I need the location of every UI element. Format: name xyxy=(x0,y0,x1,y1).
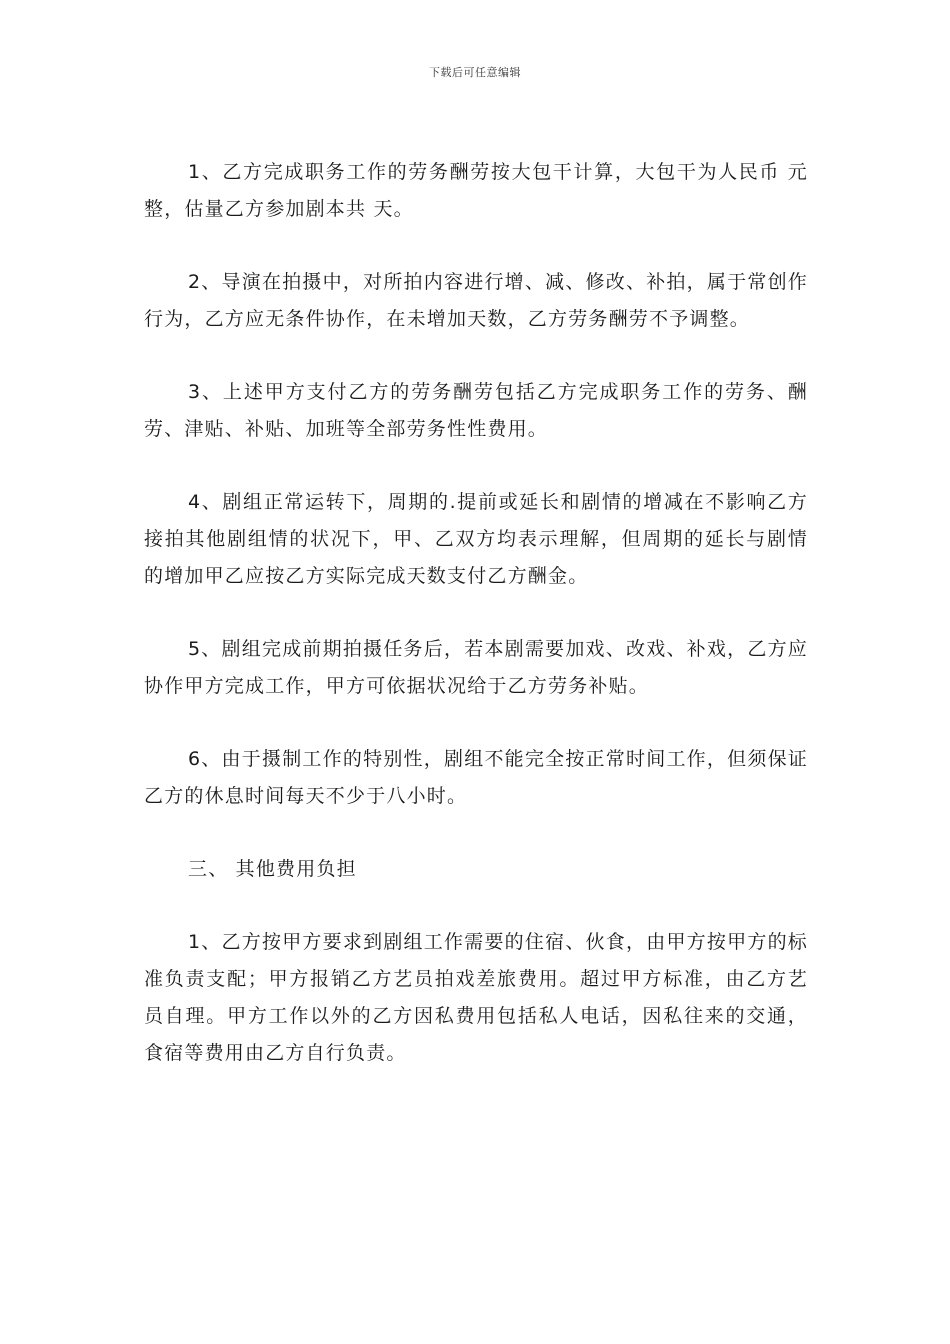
document-body xyxy=(144,154,808,1108)
clause-paragraph: 1、乙方完成职务工作的劳务酬劳按大包干计算，大包干为人民币 元整，估量乙方参加剧本共 天。 xyxy=(144,161,808,220)
clause-paragraph: 4、剧组正常运转下，周期的.提前或延长和剧情的增减在不影响乙方接拍其他剧组情的状况下，甲、乙双方均表示理解，但周期的延长与剧情的增加甲乙应按乙方实际完成天数支付乙方酬金。 xyxy=(144,491,808,587)
page-header: 下载后可任意编辑 xyxy=(429,66,521,79)
section-heading: 三、 其他费用负担 xyxy=(188,858,357,880)
clause-paragraph: 1、乙方按甲方要求到剧组工作需要的住宿、伙食，由甲方按甲方的标准负责支配；甲方报销乙方艺员拍戏差旅费用。超过甲方标准，由乙方艺员自理。甲方工作以外的乙方因私费用包括私人电话，因私往来的交通，食宿等费用由乙方自行负责。 xyxy=(144,931,808,1064)
clause-paragraph: 2、导演在拍摄中，对所拍内容进行增、减、修改、补拍，属于常创作行为，乙方应无条件协作，在未增加天数，乙方劳务酬劳不予调整。 xyxy=(144,271,808,330)
clause-paragraph: 6、由于摄制工作的特别性，剧组不能完全按正常时间工作，但须保证乙方的休息时间每天不少于八小时。 xyxy=(144,748,808,807)
clause-paragraph: 5、剧组完成前期拍摄任务后，若本剧需要加戏、改戏、补戏，乙方应协作甲方完成工作，甲方可依据状况给于乙方劳务补贴。 xyxy=(144,638,808,697)
clause-paragraph: 3、上述甲方支付乙方的劳务酬劳包括乙方完成职务工作的劳务、酬劳、津贴、补贴、加班等全部劳务性性费用。 xyxy=(144,381,808,440)
